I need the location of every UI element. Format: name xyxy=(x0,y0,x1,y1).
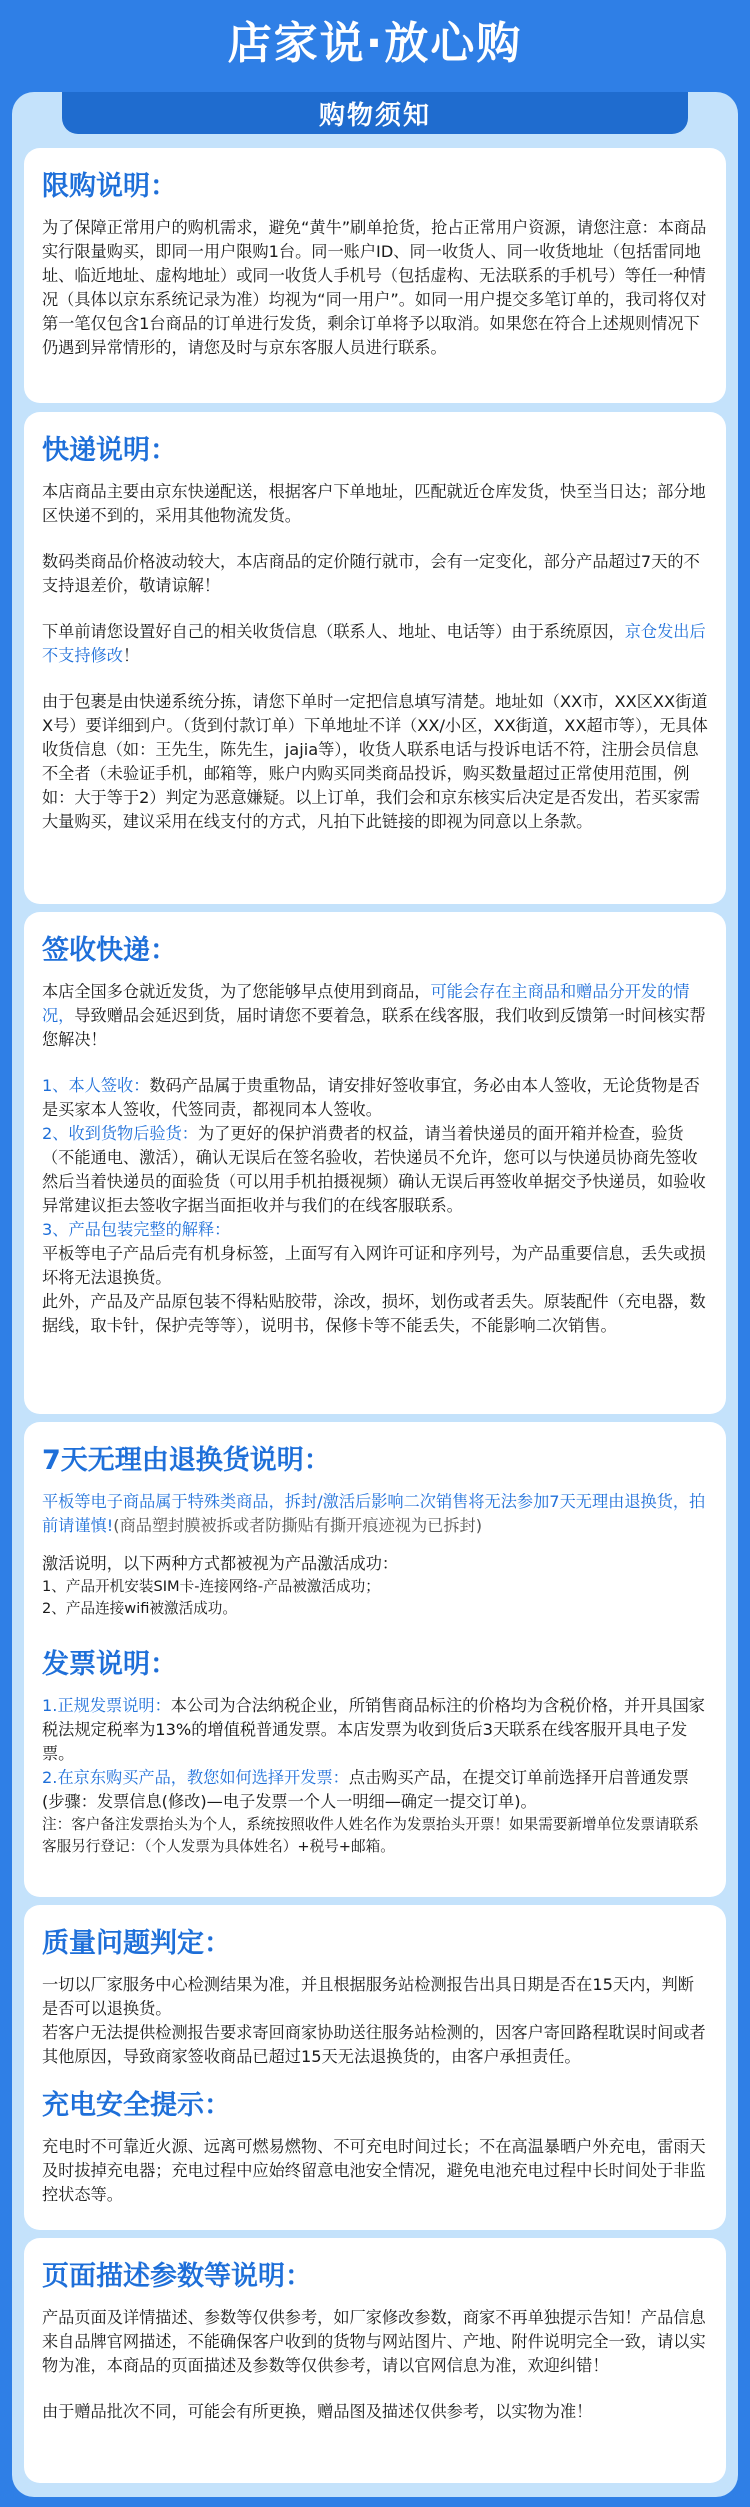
split-shipping-note: 可能会存在主商品和赠品分开发的情况， xyxy=(42,982,690,1025)
description-text-2: 由于赠品批次不同，可能会有所更换，赠品图及描述仅供参考，以实物为准！ xyxy=(42,2402,593,2421)
receiving-card xyxy=(24,912,726,1414)
purchase-limit-title: 限购说明： xyxy=(42,171,177,202)
no-modification-note: 京仓发出后不支持修改 xyxy=(42,622,706,665)
purchase-limit-card xyxy=(24,148,726,403)
charging-text: 充电时不可靠近火源、远离可燃易燃物、不可充电时间过长；不在高温暴晒户外充电，雷雨天及时拔掉充电器；充电过程中应始终留意电池安全情况，避免电池充电过程中长时间处于非监控状态等。 xyxy=(42,2137,706,2204)
delivery-text-3: 下单前请您设置好自己的相关收货信息（联系人、地址、电话等）由于系统原因，京仓发出后不支持修改！ xyxy=(42,622,706,665)
description-card xyxy=(24,2238,726,2483)
invoice-item-1: 1.正规发票说明：本公司为合法纳税企业，所销售商品标注的价格均为含税价格，并开具国家税法规定税率为13%的增值税普通发票。本店发票为收到货后3天联系在线客服开具电子发票。 xyxy=(42,1696,705,1763)
invoice-title: 发票说明： xyxy=(42,1649,177,1680)
page-title: 店家说·放心购 xyxy=(227,18,523,69)
invoice-note: 注：客户备注发票抬头为个人，系统按照收件人姓名作为发票抬头开票！如果需要新增单位发票请联系客服另行登记：（个人发票为具体姓名）+税号+邮箱。 xyxy=(42,1816,699,1855)
description-text-1: 产品页面及详情描述、参数等仅供参考，如厂家修改参数，商家不再单独提示告知！产品信息来自品牌官网描述，不能确保客户收到的货物与网站图片、产地、附件说明完全一致，请以实物为准，本商品的页面描述及参数等仅供参考，请以官网信息为准，欢迎纠错！ xyxy=(42,2308,706,2375)
description-title: 页面描述参数等说明： xyxy=(42,2261,312,2292)
receiving-item-1: 1、本人签收：数码产品属于贵重物品，请安排好签收事宜，务必由本人签收，无论货物是否是买家本人签收，代签同责，都视同本人签收。 xyxy=(42,1076,700,1119)
delivery-title: 快递说明： xyxy=(42,435,177,466)
receiving-item-3-text: 平板等电子产品后壳有机身标签，上面写有入网许可证和序列号，为产品重要信息，丢失或损坏将无法退换货。 xyxy=(42,1244,706,1287)
delivery-text-4: 由于包裹是由快递系统分拣，请您下单时一定把信息填写清楚。地址如（XX市，XX区XX街道X号）要详细到户。（货到付款订单）下单地址不详（XX/小区，XX街道，XX超市等），无具体收货信息（如：王先生，陈先生，jajia等），收货人联系电话与投诉电话不符，注册会员信息不全者（未验证手机，邮箱等，账户内购买同类商品投诉，购买数量超过正常使用范围，例如：大于等于2）判定为恶意嫌疑。以上订单，我们会和京东核实后决定是否发出，若买家需大量购买，建议采用在线支付的方式，凡拍下此链接的即视为同意以上条款。 xyxy=(42,692,708,831)
delivery-text-1: 本店商品主要由京东快递配送，根据客户下单地址，匹配就近仓库发货，快至当日达；部分地区快递不到的，采用其他物流发货。 xyxy=(42,482,706,525)
quality-text-1: 一切以厂家服务中心检测结果为准，并且根据服务站检测报告出具日期是否在15天内，判断是否可以退换货。 xyxy=(42,1975,694,2018)
shopping-notice-banner: 购物须知 xyxy=(62,92,688,134)
delivery-text-2: 数码类商品价格波动较大，本店商品的定价随行就市，会有一定变化，部分产品超过7天的不支持退差价，敬请谅解！ xyxy=(42,552,700,595)
receiving-intro: 本店全国多仓就近发货，为了您能够早点使用到商品，可能会存在主商品和赠品分开发的情况，导致赠品会延迟到货，届时请您不要着急，联系在线客服，我们收到反馈第一时间核实帮您解决！ xyxy=(42,982,706,1049)
return-invoice-card xyxy=(24,1422,726,1897)
receiving-item-2: 2、收到货物后验货：为了更好的保护消费者的权益，请当着快递员的面开箱并检查，验货（不能通电、激活），确认无误后在签名验收，若快递员不允许，您可以与快递员协商先签收然后当着快递员的面验货（可以用手机拍摄视频）确认无误后再签收单据交予快递员，如验收异常建议拒去签收字据当面拒收并与我们的在线客服联系。 xyxy=(42,1124,706,1215)
quality-text-2: 若客户无法提供检测报告要求寄回商家协助送往服务站检测的，因客户寄回路程耽误时间或者其他原因，导致商家签收商品已超过15天无法退换货的，由客户承担责任。 xyxy=(42,2023,706,2066)
quality-title: 质量问题判定： xyxy=(42,1928,231,1959)
activation-note: 激活说明，以下两种方式都被视为产品激活成功： xyxy=(42,1554,399,1573)
return-policy-title: 7天无理由退换货说明： xyxy=(42,1445,331,1476)
delivery-card xyxy=(24,412,726,904)
purchase-limit-text: 为了保障正常用户的购机需求，避免“黄牛”刷单抢货，抢占正常用户资源，请您注意：本商品实行限量购买，即同一用户限购1台。同一账户ID、同一收货人、同一收货地址（包括雷同地址、临近地址、虚构地址）或同一收货人手机号（包括虚构、无法联系的手机号）等任一种情况（具体以京东系统记录为准）均视为“同一用户”。如同一用户提交多笔订单的，我司将仅对第一笔仅包含1台商品的订单进行发货，剩余订单将予以取消。如果您在符合上述规则情况下仍遇到异常情形的，请您及时与京东客服人员进行联系。 xyxy=(42,218,707,357)
receiving-title: 签收快递： xyxy=(42,935,177,966)
invoice-item-2: 2.在京东购买产品，教您如何选择开发票：点击购买产品，在提交订单前选择开启普通发票(步骤：发票信息(修改)—电子发票一个人一明细—确定一提交订单)。 xyxy=(42,1768,689,1811)
receiving-item-3-extra: 此外，产品及产品原包装不得粘贴胶带，涂改，损坏，划伤或者丢失。原装配件（充电器，数据线，取卡针，保护壳等等），说明书，保修卡等不能丢失，不能影响二次销售。 xyxy=(42,1292,706,1335)
return-policy-warning: 平板等电子商品属于特殊类商品，拆封/激活后影响二次销售将无法参加7天无理由退换货，拍前请谨慎!(商品塑封膜被拆或者防撕贴有撕开痕迹视为已拆封) xyxy=(42,1492,706,1535)
receiving-item-3: 3、产品包装完整的解释： xyxy=(42,1220,231,1239)
charging-title: 充电安全提示： xyxy=(42,2090,231,2121)
activation-method-2: 2、产品连接wifi被激活成功。 xyxy=(42,1600,238,1617)
quality-card xyxy=(24,1905,726,2230)
activation-method-1: 1、产品开机安装SIM卡-连接网络-产品被激活成功； xyxy=(42,1578,380,1595)
